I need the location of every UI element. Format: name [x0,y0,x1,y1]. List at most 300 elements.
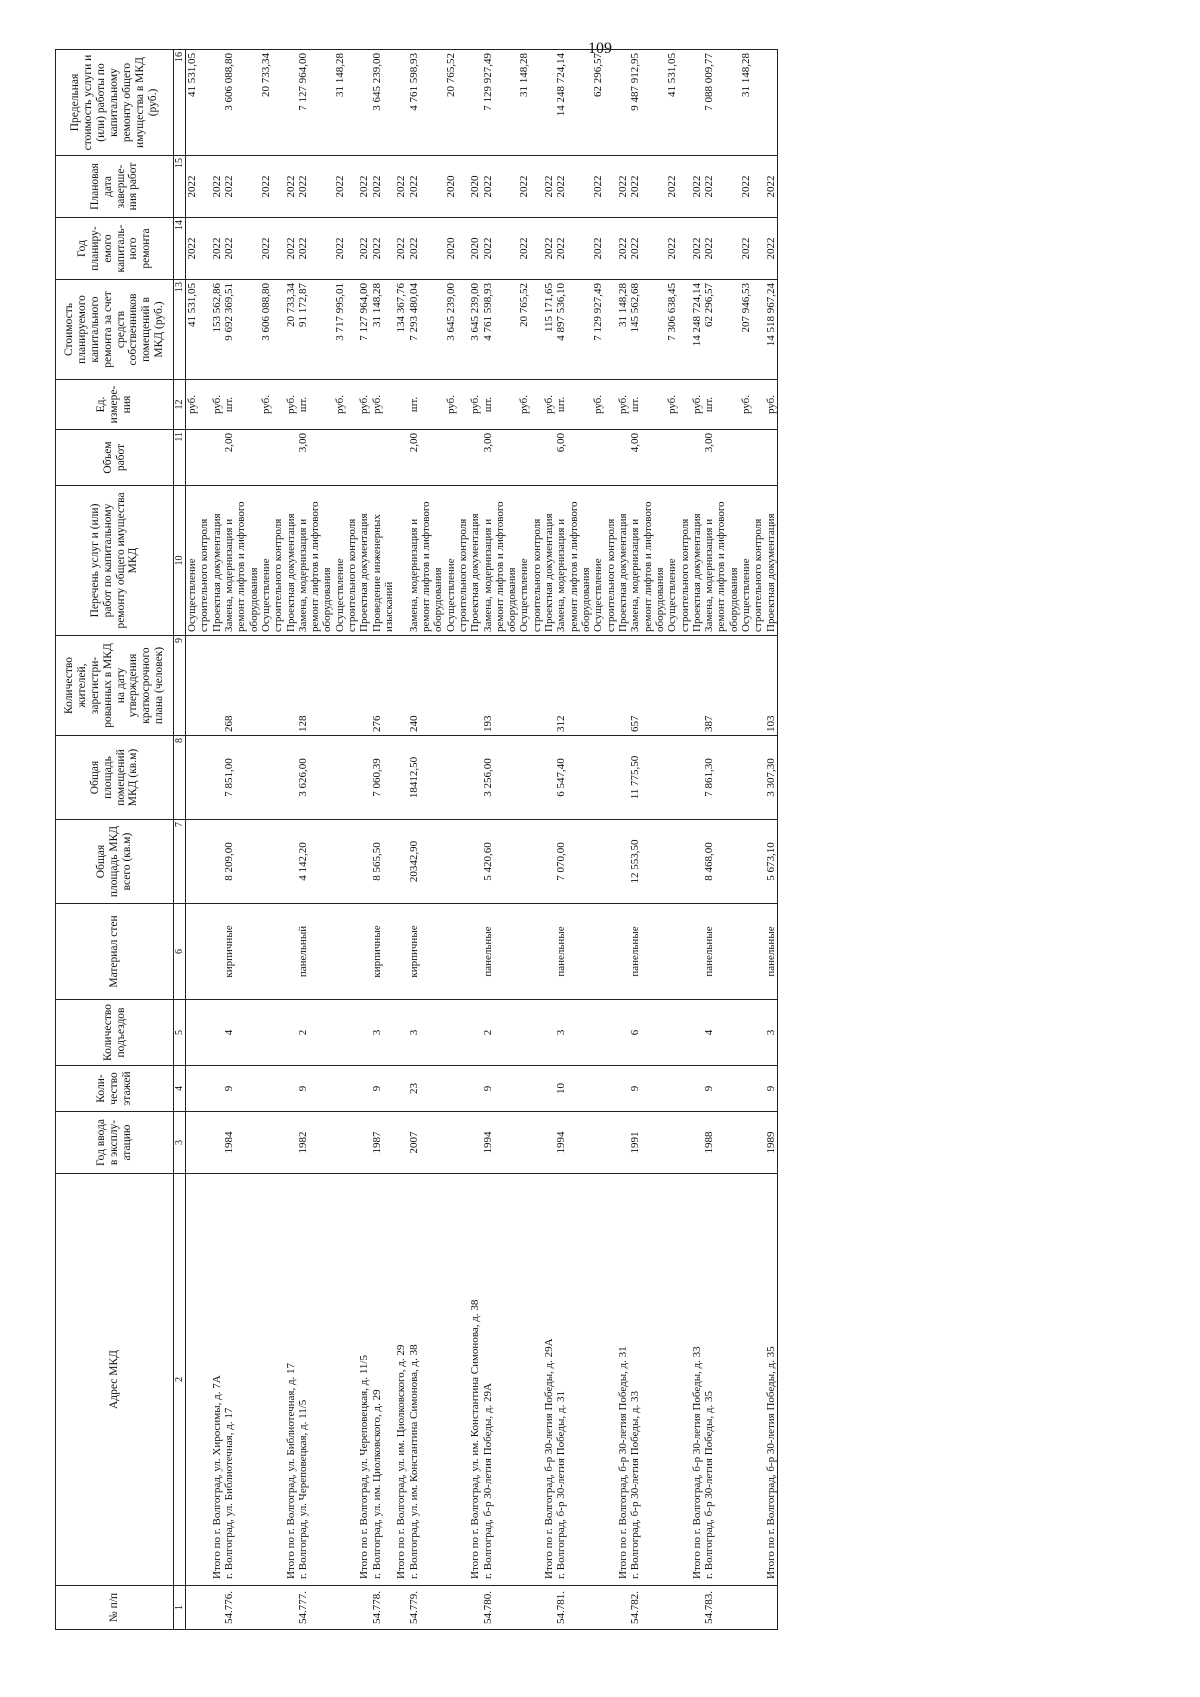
cell-row-number: 54.782. [629,1586,666,1630]
cell-residents [358,636,370,736]
cell-wall-material [260,904,285,1000]
cell-repair-year: 2022 [617,218,629,280]
cell-entrances [691,1000,703,1066]
cell-entrances [395,1000,407,1066]
cell-unit: шт. [629,380,666,430]
cell-total-area [260,820,285,904]
cell-wall-material [186,904,211,1000]
cell-total-area [740,820,765,904]
cell-floors: 9 [703,1066,740,1112]
table-row [740,50,765,1630]
cell-wall-material [543,904,555,1000]
cell-total-area [691,820,703,904]
cell-work-type: Замена, модернизация и ремонт лифтов и лифтового оборудования [408,486,445,636]
cell-work-type: Проектная документация [691,486,703,636]
cell-entrances: 3 [408,1000,445,1066]
cell-max-cost: 9 487 912,95 [629,50,666,156]
cell-row-number [765,1586,778,1630]
cell-floors [518,1066,543,1112]
cell-work-volume [285,430,297,486]
cell-premises-area [211,736,223,820]
cell-entrances [186,1000,211,1066]
cell-entrances: 2 [482,1000,519,1066]
cell-wall-material [666,904,691,1000]
page-number: 109 [588,40,612,57]
table-row [408,50,445,1630]
cell-year-built [543,1112,555,1174]
cell-entrances [445,1000,470,1066]
cell-planned-cost: 62 296,57 [703,280,740,380]
cell-total-area: 7 070,00 [555,820,592,904]
cell-entrances: 4 [223,1000,260,1066]
cell-work-volume [469,430,481,486]
cell-work-volume [211,430,223,486]
cell-premises-area [260,736,285,820]
cell-work-volume [260,430,285,486]
cell-residents [260,636,285,736]
cell-premises-area: 18412,50 [408,736,445,820]
cell-premises-area [445,736,470,820]
cell-residents: 657 [629,636,666,736]
table-row [297,50,334,1630]
cell-completion-year: 2022 [740,156,765,218]
cell-entrances [543,1000,555,1066]
cell-planned-cost: 31 148,28 [371,280,396,380]
cell-max-cost [765,50,778,156]
cell-row-number: 54.778. [371,1586,396,1630]
cell-premises-area [518,736,543,820]
cell-unit: руб. [765,380,778,430]
cell-total-area [543,820,555,904]
cell-residents: 240 [408,636,445,736]
cell-work-type: Проектная документация [617,486,629,636]
cell-planned-cost: 7 293 480,04 [408,280,445,380]
cell-year-built: 1988 [703,1112,740,1174]
cell-repair-year: 2020 [445,218,470,280]
cell-work-type: Замена, модернизация и ремонт лифтов и лифтового оборудования [629,486,666,636]
column-number: 14 [174,218,186,280]
cell-residents [445,636,470,736]
table-row [186,50,211,1630]
cell-total-area [666,820,691,904]
cell-total-area [617,820,629,904]
cell-wall-material [592,904,617,1000]
cell-repair-year: 2022 [408,218,445,280]
cell-address: г. Волгоград, ул. им. Константина Симонова, д. 38 [408,1174,445,1586]
cell-repair-year: 2022 [223,218,260,280]
cell-max-cost [691,50,703,156]
column-number: 16 [174,50,186,156]
cell-planned-cost: 41 531,05 [186,280,211,380]
cell-year-built: 1991 [629,1112,666,1174]
cell-work-type: Проектная документация [765,486,778,636]
column-number: 13 [174,280,186,380]
cell-completion-year: 2022 [555,156,592,218]
cell-premises-area: 7 861,30 [703,736,740,820]
cell-residents [469,636,481,736]
cell-planned-cost: 14 518 967,24 [765,280,778,380]
cell-year-built [285,1112,297,1174]
cell-work-type: Проектная документация [543,486,555,636]
cell-floors: 9 [223,1066,260,1112]
column-number-row [174,50,186,1630]
cell-premises-area: 3 626,00 [297,736,334,820]
cell-floors [260,1066,285,1112]
cell-row-number: 54.780. [482,1586,519,1630]
cell-wall-material [740,904,765,1000]
cell-residents [592,636,617,736]
cell-completion-year: 2022 [395,156,407,218]
cell-max-cost: 4 761 598,93 [408,50,445,156]
cell-row-number: 54.776. [223,1586,260,1630]
header-cell: Количество жителей, зарегистри-рованных в МКД на дату утверждения краткосрочного плана (человек) [56,636,174,736]
cell-total-area [211,820,223,904]
cell-floors [617,1066,629,1112]
cell-year-built [211,1112,223,1174]
cell-work-volume [395,430,407,486]
cell-row-number [740,1586,765,1630]
cell-max-cost [358,50,370,156]
cell-repair-year: 2022 [482,218,519,280]
cell-repair-year: 2022 [629,218,666,280]
cell-work-type: Осуществление строительного контроля [334,486,359,636]
cell-wall-material [395,904,407,1000]
cell-year-built: 2007 [408,1112,445,1174]
cell-premises-area: 3 307,30 [765,736,778,820]
cell-row-number [395,1586,407,1630]
cell-premises-area [592,736,617,820]
cell-floors: 9 [765,1066,778,1112]
cell-address: Итого по г. Волгоград, ул. им. Константина Симонова, д. 38 [469,1174,481,1586]
cell-repair-year: 2022 [518,218,543,280]
cell-max-cost: 7 127 964,00 [297,50,334,156]
cell-wall-material: панельные [703,904,740,1000]
cell-total-area [334,820,359,904]
cell-work-volume: 6,00 [555,430,592,486]
cell-total-area [445,820,470,904]
cell-repair-year: 2022 [211,218,223,280]
cell-unit: шт. [703,380,740,430]
column-number: 15 [174,156,186,218]
cell-repair-year: 2022 [543,218,555,280]
cell-work-volume [445,430,470,486]
cell-work-type: Осуществление строительного контроля [260,486,285,636]
header-cell: Общая площадь МКД всего (кв.м) [56,820,174,904]
cell-premises-area [617,736,629,820]
header-cell: Материал стен [56,904,174,1000]
cell-work-type: Замена, модернизация и ремонт лифтов и лифтового оборудования [703,486,740,636]
cell-year-built [445,1112,470,1174]
cell-completion-year: 2020 [469,156,481,218]
cell-unit: шт. [297,380,334,430]
column-number: 11 [174,430,186,486]
cell-entrances: 3 [765,1000,778,1066]
cell-row-number [543,1586,555,1630]
cell-planned-cost: 3 645 239,00 [469,280,481,380]
cell-floors: 9 [629,1066,666,1112]
cell-work-volume: 2,00 [408,430,445,486]
cell-year-built: 1982 [297,1112,334,1174]
cell-residents [186,636,211,736]
table-body [186,50,778,1630]
cell-planned-cost: 9 692 369,51 [223,280,260,380]
cell-repair-year: 2022 [395,218,407,280]
cell-entrances [666,1000,691,1066]
cell-year-built [691,1112,703,1174]
cell-work-volume: 3,00 [482,430,519,486]
cell-work-type: Проектная документация [211,486,223,636]
header-cell: Общая площадь помещений МКД (кв.м) [56,736,174,820]
cell-unit: руб. [740,380,765,430]
table-row [445,50,470,1630]
cell-residents: 387 [703,636,740,736]
cell-address: Итого по г. Волгоград, б-р 30-летия Победы, д. 29А [543,1174,555,1586]
cell-completion-year: 2022 [358,156,370,218]
table-row [555,50,592,1630]
cell-address [260,1174,285,1586]
column-number: 10 [174,486,186,636]
cell-planned-cost: 91 172,87 [297,280,334,380]
cell-completion-year: 2022 [371,156,396,218]
header-cell: Количество подъездов [56,1000,174,1066]
cell-address: Итого по г. Волгоград, ул. Хиросимы, д. 7А [211,1174,223,1586]
cell-work-type: Проектная документация [285,486,297,636]
cell-total-area: 20342,90 [408,820,445,904]
cell-row-number: 54.779. [408,1586,445,1630]
cell-floors [691,1066,703,1112]
cell-floors [211,1066,223,1112]
cell-total-area [358,820,370,904]
cell-completion-year: 2022 [260,156,285,218]
cell-repair-year: 2020 [469,218,481,280]
cell-repair-year: 2022 [765,218,778,280]
cell-unit [395,380,407,430]
header-cell: Ед. измере-ния [56,380,174,430]
cell-wall-material [334,904,359,1000]
cell-row-number: 54.783. [703,1586,740,1630]
cell-max-cost: 31 148,28 [740,50,765,156]
cell-residents: 193 [482,636,519,736]
table-row [617,50,629,1630]
cell-work-type: Проведение инженерных изысканий [371,486,396,636]
cell-entrances: 3 [371,1000,396,1066]
cell-row-number [592,1586,617,1630]
cell-entrances [211,1000,223,1066]
cell-work-type: Замена, модернизация и ремонт лифтов и лифтового оборудования [297,486,334,636]
cell-row-number [260,1586,285,1630]
cell-max-cost [469,50,481,156]
cell-total-area: 8 468,00 [703,820,740,904]
cell-row-number [334,1586,359,1630]
table-row [223,50,260,1630]
header-cell: Стоимость планируемого капитального ремонта за счет средств собственников помещений в МКД (руб.) [56,280,174,380]
cell-completion-year: 2022 [666,156,691,218]
cell-entrances [469,1000,481,1066]
cell-planned-cost: 14 248 724,14 [691,280,703,380]
cell-floors [186,1066,211,1112]
cell-completion-year: 2022 [482,156,519,218]
cell-row-number [691,1586,703,1630]
cell-row-number [211,1586,223,1630]
column-number: 1 [174,1586,186,1630]
cell-planned-cost: 134 367,76 [395,280,407,380]
header-cell: Год ввода в эксплу-атацию [56,1112,174,1174]
cell-residents: 128 [297,636,334,736]
cell-work-volume [186,430,211,486]
cell-completion-year: 2022 [297,156,334,218]
cell-work-type: Замена, модернизация и ремонт лифтов и лифтового оборудования [482,486,519,636]
table-row [543,50,555,1630]
column-number: 7 [174,820,186,904]
cell-premises-area: 7 851,00 [223,736,260,820]
cell-residents [211,636,223,736]
cell-max-cost: 41 531,05 [666,50,691,156]
cell-planned-cost: 4 897 536,10 [555,280,592,380]
cell-planned-cost: 7 129 927,49 [592,280,617,380]
cell-floors: 23 [408,1066,445,1112]
capital-repair-table [55,49,778,1630]
cell-row-number [358,1586,370,1630]
cell-completion-year: 2022 [518,156,543,218]
cell-planned-cost: 7 306 638,45 [666,280,691,380]
cell-floors: 9 [482,1066,519,1112]
cell-wall-material: панельные [765,904,778,1000]
cell-entrances [617,1000,629,1066]
cell-work-volume [592,430,617,486]
cell-work-type: Замена, модернизация и ремонт лифтов и лифтового оборудования [555,486,592,636]
table-row [469,50,481,1630]
header-cell: Перечень услуг и (или) работ по капитальному ремонту общего имущества МКД [56,486,174,636]
cell-wall-material: кирпичные [223,904,260,1000]
cell-entrances [740,1000,765,1066]
cell-premises-area: 6 547,40 [555,736,592,820]
cell-row-number [617,1586,629,1630]
cell-completion-year: 2022 [617,156,629,218]
cell-address: г. Волгоград, б-р 30-летия Победы, д. 35 [703,1174,740,1586]
cell-entrances [358,1000,370,1066]
cell-address: Итого по г. Волгоград, б-р 30-летия Победы, д. 35 [765,1174,778,1586]
cell-max-cost [543,50,555,156]
cell-floors: 9 [371,1066,396,1112]
cell-work-volume [371,430,396,486]
cell-address: Итого по г. Волгоград, ул. Череповецкая, д. 11/5 [358,1174,370,1586]
cell-premises-area [395,736,407,820]
cell-wall-material: кирпичные [408,904,445,1000]
cell-residents: 276 [371,636,396,736]
cell-repair-year: 2022 [666,218,691,280]
cell-total-area [186,820,211,904]
cell-max-cost: 3 606 088,80 [223,50,260,156]
cell-max-cost [211,50,223,156]
cell-unit: руб. [358,380,370,430]
cell-row-number [469,1586,481,1630]
cell-total-area: 5 420,60 [482,820,519,904]
cell-max-cost: 20 733,34 [260,50,285,156]
cell-year-built [518,1112,543,1174]
cell-completion-year: 2022 [211,156,223,218]
column-number: 9 [174,636,186,736]
cell-residents: 103 [765,636,778,736]
cell-total-area: 4 142,20 [297,820,334,904]
cell-row-number: 54.781. [555,1586,592,1630]
column-number: 5 [174,1000,186,1066]
cell-row-number [666,1586,691,1630]
cell-unit: шт. [555,380,592,430]
cell-planned-cost: 7 127 964,00 [358,280,370,380]
cell-residents [666,636,691,736]
cell-row-number [285,1586,297,1630]
cell-planned-cost: 145 562,68 [629,280,666,380]
cell-entrances [334,1000,359,1066]
header-cell: № п/п [56,1586,174,1630]
column-number: 6 [174,904,186,1000]
cell-total-area: 8 565,50 [371,820,396,904]
cell-floors [666,1066,691,1112]
cell-floors [285,1066,297,1112]
cell-floors [334,1066,359,1112]
cell-work-type: Осуществление строительного контроля [186,486,211,636]
cell-repair-year: 2022 [592,218,617,280]
cell-planned-cost: 20 733,34 [285,280,297,380]
cell-repair-year: 2022 [334,218,359,280]
cell-floors [740,1066,765,1112]
cell-address: Итого по г. Волгоград, ул. им. Циолковского, д. 29 [395,1174,407,1586]
cell-residents [334,636,359,736]
cell-max-cost: 41 531,05 [186,50,211,156]
cell-year-built: 1989 [765,1112,778,1174]
cell-unit: шт. [482,380,519,430]
cell-address [445,1174,470,1586]
cell-unit: руб. [445,380,470,430]
cell-repair-year: 2022 [260,218,285,280]
cell-floors [358,1066,370,1112]
header-cell: Предельная стоимость услуги и (или) работы по капитальному ремонту общего имущества в МКД (руб.) [56,50,174,156]
header-cell: Плановая дата заверше-ния работ [56,156,174,218]
table-row [260,50,285,1630]
cell-work-volume [543,430,555,486]
cell-row-number [445,1586,470,1630]
table-row [285,50,297,1630]
cell-repair-year: 2022 [691,218,703,280]
cell-wall-material [469,904,481,1000]
cell-unit: руб. [691,380,703,430]
table-row [703,50,740,1630]
cell-repair-year: 2022 [740,218,765,280]
cell-year-built [666,1112,691,1174]
cell-wall-material [518,904,543,1000]
cell-premises-area [666,736,691,820]
cell-floors: 10 [555,1066,592,1112]
cell-completion-year: 2022 [592,156,617,218]
cell-wall-material [285,904,297,1000]
cell-work-type: Осуществление строительного контроля [518,486,543,636]
cell-planned-cost: 3 606 088,80 [260,280,285,380]
cell-year-built [358,1112,370,1174]
cell-max-cost [395,50,407,156]
cell-work-type: Проектная документация [469,486,481,636]
table-row [765,50,778,1630]
cell-year-built [740,1112,765,1174]
cell-work-volume [518,430,543,486]
cell-max-cost: 31 148,28 [518,50,543,156]
table-row [371,50,396,1630]
cell-work-volume: 2,00 [223,430,260,486]
table-row [518,50,543,1630]
cell-wall-material: панельный [297,904,334,1000]
cell-premises-area [691,736,703,820]
cell-floors [592,1066,617,1112]
cell-completion-year: 2022 [629,156,666,218]
